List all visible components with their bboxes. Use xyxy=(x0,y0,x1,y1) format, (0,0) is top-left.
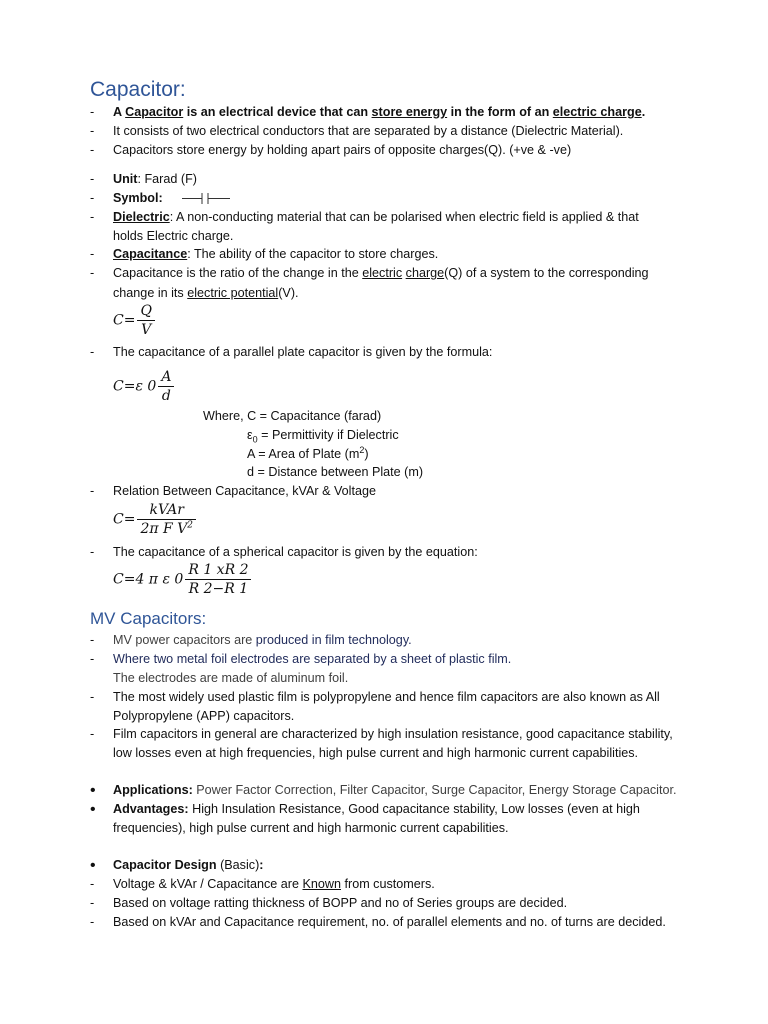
bullet-marker: • xyxy=(90,857,96,874)
mv-line-5: - Film capacitors in general are characterized by high insulation resistance, good capacitance stability, xyxy=(90,725,690,744)
dash-marker: - xyxy=(90,652,95,666)
intro-line-2: - It consists of two electrical conductors that are separated by a distance (Dielectric Material). xyxy=(90,122,690,141)
where-line-3: A = Area of Plate $(m^2)$ xyxy=(247,444,369,461)
relation-line: - Relation Between Capacitance, kVAr & Voltage xyxy=(90,482,690,501)
symbol-line: - Symbol: xyxy=(90,189,690,208)
where-line-1: Where, C = Capacitance (farad) xyxy=(203,409,382,423)
where-line-4: d = Distance between Plate (m) xyxy=(247,465,424,479)
mv-line-1: - MV power capacitors are produced in film technology. xyxy=(90,631,690,650)
mv-line-2: - Where two metal foil electrodes are separated by a sheet of plastic film. xyxy=(90,650,690,669)
mv-line-3: The electrodes are made of aluminum foil. xyxy=(113,671,349,685)
dash-marker: - xyxy=(90,690,95,704)
dash-marker: - xyxy=(90,266,95,280)
intro-line-3: - Capacitors store energy by holding apart pairs of opposite charges(Q). (+ve & -ve) xyxy=(90,141,690,160)
dash-marker: - xyxy=(90,484,95,498)
parallel-plate-line: - The capacitance of a parallel plate capacitor is given by the formula: xyxy=(90,343,690,362)
intro-line-1: - A Capacitor is an electrical device that can store energy in the form of an electric charge. xyxy=(90,103,690,122)
equation-parallel-plate: C=ε 0 $\frac{A}{d}$ xyxy=(113,369,174,404)
design-line-2: - Based on voltage ratting thickness of BOPP and no of Series groups are decided. xyxy=(90,894,690,913)
advantages-line-2: frequencies), high pulse current and high harmonic current capabilities. xyxy=(113,821,509,835)
dash-marker: - xyxy=(90,124,95,138)
dash-marker: - xyxy=(90,247,95,261)
bullet-marker: • xyxy=(90,801,96,818)
equation-spherical: C=4 π ε 0 $\frac{R 1 xR 2}{R 2-R 1}$ xyxy=(113,562,251,597)
dash-marker: - xyxy=(90,633,95,647)
title-capacitor: Capacitor: xyxy=(90,78,186,101)
unit-line: - Unit: Farad (F) xyxy=(90,170,690,189)
dash-marker: - xyxy=(90,896,95,910)
design-heading: • Capacitor Design (Basic): xyxy=(90,857,264,874)
advantages-line: • Advantages: High Insulation Resistance, Good capacitance stability, Low losses (even at high xyxy=(90,801,640,818)
dash-marker: - xyxy=(90,210,95,224)
where-line-2: $\varepsilon_0$ = Permittivity if Dielectric xyxy=(247,428,399,445)
capacitor-symbol-icon xyxy=(182,192,232,205)
dash-marker: - xyxy=(90,143,95,157)
equation-c-q-v: C= $\frac{Q}{V}$ xyxy=(113,303,155,338)
dash-marker: - xyxy=(90,172,95,186)
mv-line-5b: low losses even at high frequencies, high pulse current and high harmonic current capabilities. xyxy=(113,746,639,760)
dielectric-line-2: holds Electric charge. xyxy=(113,229,234,243)
capacitance-line: - Capacitance: The ability of the capacitor to store charges. xyxy=(90,245,690,264)
mv-line-4b: Polypropylene (APP) capacitors. xyxy=(113,709,295,723)
dash-marker: - xyxy=(90,105,95,119)
dash-marker: - xyxy=(90,191,95,205)
dash-marker: - xyxy=(90,727,95,741)
bullet-marker: • xyxy=(90,782,96,799)
applications-line: • Applications: Power Factor Correction, Filter Capacitor, Surge Capacitor, Energy Storage Capacitor. xyxy=(90,782,677,799)
dash-marker: - xyxy=(90,877,95,891)
dash-marker: - xyxy=(90,915,95,929)
dash-marker: - xyxy=(90,345,95,359)
dielectric-line: - Dielectric: A non-conducting material that can be polarised when electric field is applied & that xyxy=(90,208,690,227)
mv-line-4: - The most widely used plastic film is polypropylene and hence film capacitors are also known as All xyxy=(90,688,690,707)
title-mv-capacitors: MV Capacitors: xyxy=(90,609,207,628)
ratio-line-2: change in its electric potential(V). xyxy=(113,286,299,300)
design-line-1: - Voltage & kVAr / Capacitance are Known from customers. xyxy=(90,875,690,894)
dash-marker: - xyxy=(90,545,95,559)
design-line-3: - Based on kVAr and Capacitance requirement, no. of parallel elements and no. of turns are decided. xyxy=(90,913,690,932)
equation-kvar: C= kVAr 2π F $V^2$ xyxy=(113,502,196,537)
spherical-line: - The capacitance of a spherical capacitor is given by the equation: xyxy=(90,543,690,562)
ratio-line-1: - Capacitance is the ratio of the change in the electric charge(Q) of a system to the corresponding xyxy=(90,264,690,283)
